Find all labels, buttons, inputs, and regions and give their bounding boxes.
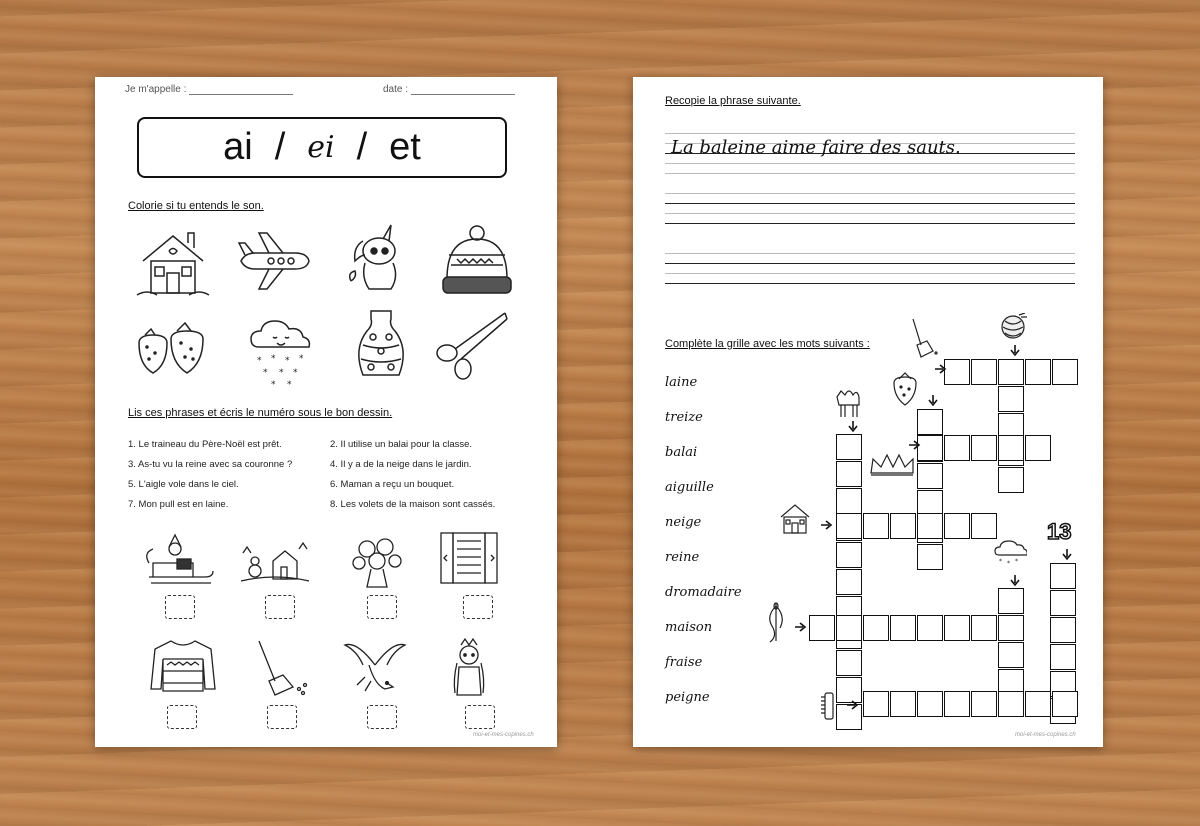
crossword-cell[interactable] xyxy=(971,691,997,717)
shutters-icon xyxy=(433,529,505,589)
sentence-6: 6. Maman a reçu un bouquet. xyxy=(330,479,455,490)
crossword-cell[interactable] xyxy=(836,542,862,568)
footer-credit: moi-et-mes-copines.ch xyxy=(1015,732,1076,738)
crossword-cell[interactable] xyxy=(1025,691,1051,717)
word-aiguille: aiguille xyxy=(665,480,714,495)
svg-text:*: * xyxy=(293,368,298,378)
answer-box-shutters[interactable] xyxy=(463,595,493,619)
crossword-cell[interactable] xyxy=(863,513,889,539)
arrow-icon xyxy=(927,395,939,407)
svg-text:*: * xyxy=(999,558,1002,565)
svg-text:*: * xyxy=(1007,560,1010,567)
comb-icon xyxy=(819,691,839,721)
crossword-cell[interactable] xyxy=(971,615,997,641)
crossword-cell[interactable] xyxy=(836,650,862,676)
worksheet-right xyxy=(633,77,1103,747)
name-blank[interactable] xyxy=(189,85,293,95)
crossword-cell[interactable] xyxy=(1052,691,1078,717)
svg-text:*: * xyxy=(279,368,284,378)
word-dromadaire: dromadaire xyxy=(665,585,742,600)
crossword-cell[interactable] xyxy=(1052,359,1078,385)
snow-cloud-icon xyxy=(993,539,1027,569)
crossword-cell[interactable] xyxy=(998,435,1024,461)
crossword-cell[interactable] xyxy=(809,615,835,641)
crossword-grid xyxy=(633,77,1103,747)
crossword-cell[interactable] xyxy=(890,691,916,717)
crossword-cell[interactable] xyxy=(836,434,862,460)
unicorn-icon[interactable] xyxy=(341,221,421,301)
sound-title-box xyxy=(137,117,507,178)
crossword-cell[interactable] xyxy=(917,544,943,570)
section2-heading: Lis ces phrases et écris le numéro sous le bon dessin. xyxy=(128,407,393,419)
footer-credit: moi-et-mes-copines.ch xyxy=(473,732,534,738)
house-icon xyxy=(775,501,815,537)
arrow-icon xyxy=(1061,549,1073,561)
camel-icon xyxy=(833,385,863,419)
crossword-cell[interactable] xyxy=(998,691,1024,717)
arrow-icon xyxy=(821,519,833,531)
crossword-cell[interactable] xyxy=(1025,359,1051,385)
answer-box-broom[interactable] xyxy=(267,705,297,729)
snow-cloud-icon[interactable] xyxy=(243,313,323,393)
crossword-cell[interactable] xyxy=(944,691,970,717)
number-clue-13: 13 xyxy=(1047,519,1072,544)
sentence-2: 2. Il utilise un balai pour la classe. xyxy=(330,439,473,450)
date-blank[interactable] xyxy=(411,85,515,95)
answer-box-garden[interactable] xyxy=(265,595,295,619)
crossword-cell[interactable] xyxy=(1050,590,1076,616)
crossword-cell[interactable] xyxy=(944,359,970,385)
crossword-cell[interactable] xyxy=(863,615,889,641)
sentence-4: 4. Il y a de la neige dans le jardin. xyxy=(330,459,472,470)
date-label: date : xyxy=(383,84,409,95)
strawberries-icon[interactable] xyxy=(133,313,213,393)
sentence-7: 7. Mon pull est en laine. xyxy=(128,499,229,510)
crossword-cell[interactable] xyxy=(971,435,997,461)
svg-text:*: * xyxy=(263,368,268,378)
crossword-cell[interactable] xyxy=(944,615,970,641)
crossword-heading: Complète la grille avec les mots suivants : xyxy=(665,338,870,350)
vase-icon[interactable] xyxy=(341,305,421,385)
arrow-icon xyxy=(909,439,921,451)
crossword-cell[interactable] xyxy=(998,615,1024,641)
title-et: et xyxy=(389,126,421,168)
crossword-cell[interactable] xyxy=(971,513,997,539)
crossword-cell[interactable] xyxy=(917,409,943,435)
broom-icon xyxy=(243,637,315,697)
sentence-1: 1. Le traineau du Père-Noël est prêt. xyxy=(128,439,282,450)
word-peigne: peigne xyxy=(665,690,710,705)
svg-text:*: * xyxy=(257,356,262,366)
needle-thread-icon xyxy=(765,601,787,643)
crown-icon xyxy=(869,453,915,477)
crossword-cell[interactable] xyxy=(1025,435,1051,461)
crossword-cell[interactable] xyxy=(836,513,862,539)
crossword-cell[interactable] xyxy=(917,513,943,539)
date-line xyxy=(383,84,515,95)
bouquet-icon xyxy=(341,529,413,589)
crossword-cell[interactable] xyxy=(998,386,1024,412)
title-ai: ai xyxy=(223,126,253,168)
title-ei: ei xyxy=(307,130,335,165)
crossword-cell[interactable] xyxy=(836,488,862,514)
arrow-icon xyxy=(935,363,947,375)
name-line xyxy=(125,84,293,95)
sleigh-icon xyxy=(143,533,215,593)
svg-text:*: * xyxy=(271,354,276,364)
queen-icon xyxy=(433,637,505,697)
word-reine: reine xyxy=(665,550,700,565)
crossword-cell[interactable] xyxy=(1050,617,1076,643)
eagle-icon xyxy=(339,637,411,697)
answer-box-queen[interactable] xyxy=(465,705,495,729)
model-sentence: La baleine aime faire des sauts. xyxy=(671,137,961,158)
section1-heading: Colorie si tu entends le son. xyxy=(128,200,264,212)
crossword-cell[interactable] xyxy=(998,359,1024,385)
scissors-icon[interactable] xyxy=(433,305,513,385)
arrow-icon xyxy=(847,421,859,433)
crossword-cell[interactable] xyxy=(836,615,862,641)
crossword-cell[interactable] xyxy=(998,588,1024,614)
answer-box-eagle[interactable] xyxy=(367,705,397,729)
sentence-8: 8. Les volets de la maison sont cassés. xyxy=(330,499,496,510)
sentence-5: 5. L'aigle vole dans le ciel. xyxy=(128,479,239,490)
svg-text:*: * xyxy=(285,356,290,366)
snowy-garden-icon xyxy=(239,533,311,593)
svg-text:*: * xyxy=(299,354,304,364)
word-treize: treize xyxy=(665,410,703,425)
svg-text:*: * xyxy=(287,380,292,390)
svg-text:*: * xyxy=(271,380,276,390)
crossword-cell[interactable] xyxy=(944,435,970,461)
crossword-cell[interactable] xyxy=(917,463,943,489)
crossword-cell[interactable] xyxy=(998,642,1024,668)
answer-box-bouquet[interactable] xyxy=(367,595,397,619)
title-sep-1: / xyxy=(274,126,286,168)
strawberry-icon xyxy=(891,371,919,407)
word-neige: neige xyxy=(665,515,702,530)
yarn-ball-icon xyxy=(999,313,1029,343)
airplane-icon[interactable] xyxy=(233,221,313,301)
crossword-cell[interactable] xyxy=(836,569,862,595)
name-label: Je m'appelle : xyxy=(125,84,187,95)
house-icon[interactable] xyxy=(133,221,213,301)
crossword-cell[interactable] xyxy=(1050,644,1076,670)
word-laine: laine xyxy=(665,375,698,390)
title-sep-2: / xyxy=(356,126,368,168)
sentence-3: 3. As-tu vu la reine avec sa couronne ? xyxy=(128,459,293,470)
word-maison: maison xyxy=(665,620,713,635)
crossword-cell[interactable] xyxy=(971,359,997,385)
arrow-icon xyxy=(795,621,807,633)
crossword-cell[interactable] xyxy=(998,467,1024,493)
crossword-cell[interactable] xyxy=(917,615,943,641)
arrow-icon xyxy=(847,699,859,711)
word-balai: balai xyxy=(665,445,698,460)
crossword-cell[interactable] xyxy=(1050,563,1076,589)
crossword-cell[interactable] xyxy=(890,615,916,641)
sweater-icon xyxy=(147,637,219,697)
winter-hat-icon[interactable] xyxy=(437,221,517,301)
broom-icon xyxy=(909,317,939,359)
crossword-cell[interactable] xyxy=(890,513,916,539)
word-fraise: fraise xyxy=(665,655,703,670)
crossword-cell[interactable] xyxy=(863,691,889,717)
crossword-cell[interactable] xyxy=(917,691,943,717)
worksheet-left xyxy=(95,77,557,747)
answer-box-sleigh[interactable] xyxy=(165,595,195,619)
arrow-icon xyxy=(1009,575,1021,587)
answer-box-sweater[interactable] xyxy=(167,705,197,729)
crossword-cell[interactable] xyxy=(836,461,862,487)
copy-heading: Recopie la phrase suivante. xyxy=(665,95,801,107)
crossword-cell[interactable] xyxy=(944,513,970,539)
svg-text:*: * xyxy=(1015,558,1018,565)
arrow-icon xyxy=(1009,345,1021,357)
